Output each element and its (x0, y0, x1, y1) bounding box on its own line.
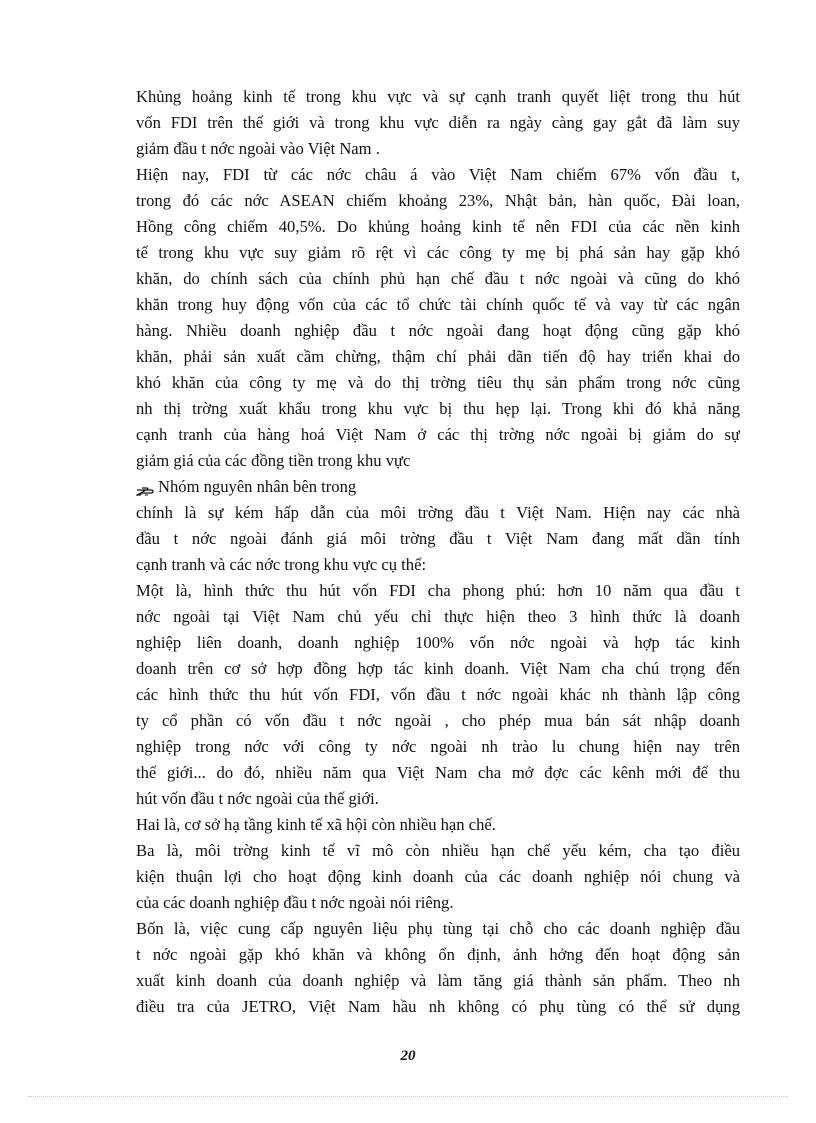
text-line: Hiện nay, FDI từ các nớc châu á vào Việt Nam chiếm 67% vốn đầu t, (136, 165, 740, 184)
text-line: khăn, phải sản xuất cầm chừng, thậm chí phải dãn tiến độ hay triển khai do (136, 347, 740, 366)
text-line: kiện thuận lợi cho hoạt động kinh doanh của các doanh nghiệp nói chung và (136, 867, 740, 886)
text-line: khăn trong huy động vốn của các tổ chức tài chính quốc tế và vay từ các ngân (136, 295, 740, 314)
page-number: 20 (400, 1048, 416, 1064)
text-line: xuất kinh doanh của doanh nghiệp và làm tăng giá thành sản phẩm. Theo nh (136, 971, 740, 990)
paragraph-1 (136, 84, 740, 162)
text-line: Hai là, cơ sở hạ tầng kinh tế xã hội còn nhiều hạn chế. (136, 815, 496, 834)
text-line: vốn FDI trên thế giới và trong khu vực diễn ra ngày càng gay gắt đã làm suy (136, 113, 740, 132)
text-line: chính là sự kém hấp dẫn của môi trờng đầu t Việt Nam. Hiện nay các nhà (136, 503, 740, 522)
paragraph-4 (136, 578, 740, 812)
text-line: cạnh tranh và các nớc trong khu vực cụ thể: (136, 555, 427, 574)
paragraph-7 (136, 916, 740, 1020)
text-line: Hồng công chiếm 40,5%. Do khủng hoảng kinh tế nên FDI của các nền kinh (136, 217, 740, 236)
document-body (136, 84, 740, 1020)
text-line: nh thị trờng xuất khẩu trong khu vực bị thu hẹp lại. Trong khi đó khả năng (136, 399, 740, 418)
text-line: ty cổ phần có vốn đầu t nớc ngoài , cho phép mua bán sát nhập doanh (136, 711, 740, 730)
paragraph-3 (136, 474, 740, 578)
text-line: Ba là, môi trờng kinh tế vĩ mô còn nhiều hạn chế yếu kém, cha tạo điều (136, 841, 740, 860)
text-line: nghiệp trong nớc với công ty nớc ngoài nh trào lu chung hiện nay trên (136, 737, 740, 756)
bullet-heading-text: Nhóm nguyên nhân bên trong (158, 477, 357, 496)
text-line: khăn, do chính sách của chính phủ hạn chế đầu t nớc ngoài và cũng do khó (136, 269, 740, 288)
bullet-heading (136, 474, 740, 500)
page-bottom-divider (28, 1096, 788, 1097)
paragraph-6 (136, 838, 740, 916)
pointing-hand-icon (136, 479, 154, 491)
text-line: giảm đầu t nớc ngoài vào Việt Nam . (136, 139, 380, 158)
text-line: nghiệp liên doanh, doanh nghiệp 100% vốn nớc ngoài và hợp tác kinh (136, 633, 740, 652)
text-line: điều tra của JETRO, Việt Nam hầu nh không có phụ tùng có thể sử dụng (136, 997, 740, 1016)
paragraph-2 (136, 162, 740, 474)
text-line: trong đó các nớc ASEAN chiếm khoảng 23%, Nhật bản, hàn quốc, Đài loan, (136, 191, 740, 210)
text-line: nớc ngoài tại Việt Nam chủ yếu chỉ thực hiện theo 3 hình thức là doanh (136, 607, 740, 626)
text-line: đầu t nớc ngoài đánh giá môi trờng đầu t Việt Nam đang mất dần tính (136, 529, 740, 548)
paragraph-5 (136, 812, 740, 838)
text-line: t nớc ngoài gặp khó khăn và không ổn định, ảnh hởng đến hoạt động sản (136, 945, 740, 964)
text-line: thế giới... do đó, nhiều năm qua Việt Nam cha mở đợc các kênh mới để thu (136, 763, 740, 782)
text-line: Khủng hoảng kinh tế trong khu vực và sự cạnh tranh quyết liệt trong thu hút (136, 87, 740, 106)
text-line: cạnh tranh của hàng hoá Việt Nam ở các thị trờng nớc ngoài bị giảm do sự (136, 425, 740, 444)
text-line: tế trong khu vực suy giảm rõ rệt vì các công ty mẹ bị phá sản hay gặp khó (136, 243, 740, 262)
text-line: hút vốn đầu t nớc ngoài của thế giới. (136, 789, 379, 808)
text-line: Một là, hình thức thu hút vốn FDI cha phong phú: hơn 10 năm qua đầu t (136, 581, 740, 600)
text-line: giảm giá của các đồng tiền trong khu vực (136, 451, 411, 470)
text-line: các hình thức thu hút vốn FDI, vốn đầu t nớc ngoài khác nh thành lập công (136, 685, 740, 704)
text-line: của các doanh nghiệp đầu t nớc ngoài nói riêng. (136, 893, 454, 912)
text-line: Bốn là, việc cung cấp nguyên liệu phụ tùng tại chỗ cho các doanh nghiệp đầu (136, 919, 740, 938)
text-line: doanh trên cơ sở hợp đồng hợp tác kinh doanh. Việt Nam cha chú trọng đến (136, 659, 740, 678)
text-line: hàng. Nhiều doanh nghiệp đầu t nớc ngoài đang hoạt động cũng gặp khó (136, 321, 740, 340)
text-line: khó khăn của công ty mẹ và do thị trờng tiêu thụ sản phẩm trong nớc cũng (136, 373, 740, 392)
